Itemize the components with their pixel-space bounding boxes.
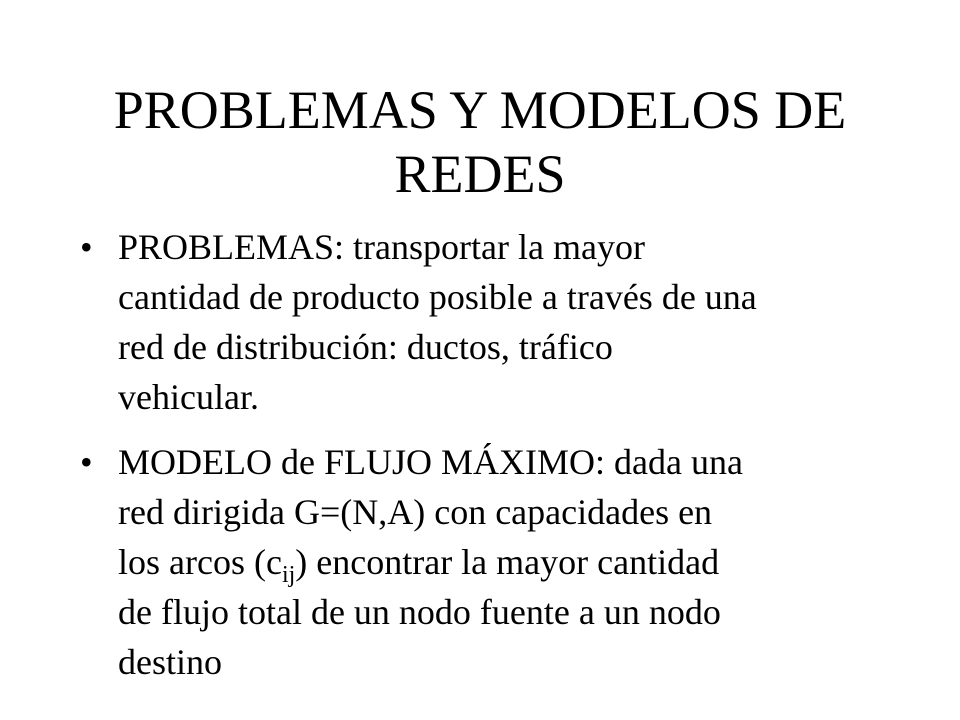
bullet-modelo <box>0 437 960 687</box>
bullet-2-line-3-after: ) encontrar la mayor cantidad <box>295 542 720 582</box>
bullet-2-line-3 <box>118 537 900 587</box>
slide-title <box>60 78 900 206</box>
bullet-problemas <box>0 222 960 422</box>
bullet-dot-icon: • <box>80 442 93 482</box>
bullet-2-line-2: red dirigida G=(N,A) con capacidades en <box>118 492 713 532</box>
bullet-1-line-3: red de distribución: ductos, tráfico <box>118 327 613 367</box>
bullet-1-line-1: PROBLEMAS: transportar la mayor <box>118 227 645 267</box>
bullet-1-line-4: vehicular. <box>118 377 259 417</box>
bullet-2-line-3-before: los arcos (c <box>118 542 282 582</box>
slide-title-line-2: REDES <box>394 144 566 204</box>
bullet-2-line-4: de flujo total de un nodo fuente a un nodo <box>118 592 721 632</box>
slide-title-line-1: PROBLEMAS Y MODELOS DE <box>113 80 847 140</box>
bullet-list <box>0 222 960 687</box>
bullet-2-line-5: destino <box>118 642 222 682</box>
bullet-dot-icon: • <box>80 227 93 267</box>
bullet-1-line-2: cantidad de producto posible a través de una <box>118 277 757 317</box>
bullet-2-line-1: MODELO de FLUJO MÁXIMO: dada una <box>118 442 743 482</box>
subscript-ij: ij <box>281 562 296 588</box>
